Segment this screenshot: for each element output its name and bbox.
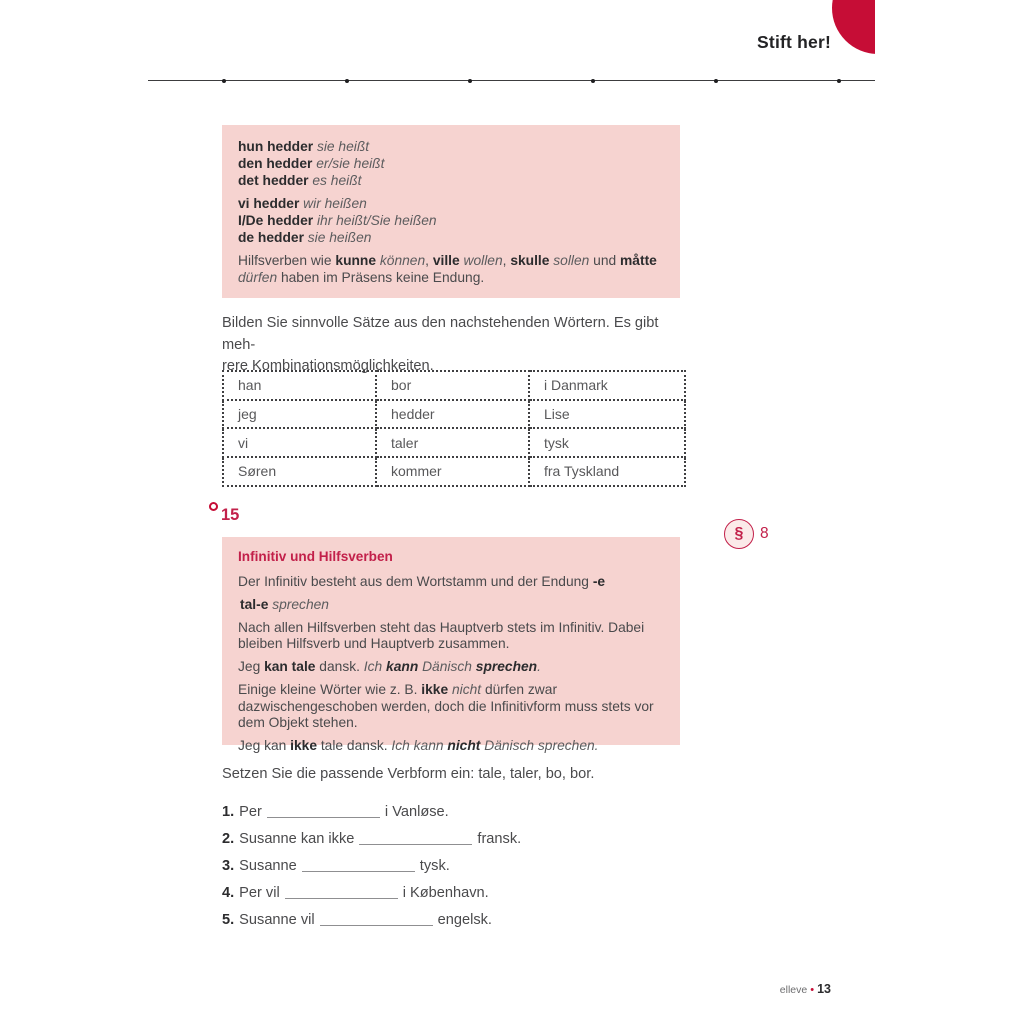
paragraph-section-icon: § (724, 519, 754, 549)
conjugation-row: det hedder es heißt (238, 173, 362, 188)
sentence-exercise-instruction (222, 313, 688, 378)
item-number: 1. (222, 804, 235, 820)
item-text-after: engelsk. (437, 912, 492, 928)
fill-exercise-item (222, 858, 702, 885)
answer-blank-line (320, 914, 433, 926)
fill-exercise-item (222, 885, 702, 912)
item-text-after: fransk. (477, 831, 522, 847)
grammar-line: Jeg kan tale dansk. Ich kann Dänisch sprechen. (238, 659, 541, 674)
table-cell: Søren (223, 457, 376, 486)
auxiliary-verbs-note: Hilfsverben wie kunne können, ville wollen, skulle sollen und måtte dürfen haben im Präsens keine Endung. (238, 253, 657, 285)
item-number: 3. (222, 858, 235, 874)
grammar-box-hedder (222, 125, 680, 298)
grammar-box-infinitiv (222, 537, 680, 753)
table-cell: fra Tyskland (529, 457, 685, 486)
item-number: 5. (222, 912, 235, 928)
exercise-number: 15 (221, 506, 240, 524)
answer-blank-line (359, 833, 472, 845)
table-cell: Lise (529, 400, 685, 429)
fill-exercise-item (222, 912, 702, 939)
conjugation-group-singular (238, 138, 664, 189)
grammar-box-title: Infinitiv und Hilfsverben (238, 549, 393, 564)
ruler-dot (837, 79, 841, 83)
conjugation-group-plural (238, 195, 664, 246)
table-row (223, 428, 685, 457)
item-text-before: Per (239, 804, 262, 820)
grammar-line: Der Infinitiv besteht aus dem Wortstamm und der Endung -e (238, 573, 606, 589)
ruler-dot (222, 79, 226, 83)
table-cell: bor (376, 371, 529, 400)
exercise-bullet-icon (209, 502, 218, 511)
word-combination-table (222, 370, 686, 487)
ruler-dot (714, 79, 718, 83)
page-footer (780, 982, 831, 996)
fill-exercise-instruction: Setzen Sie die passende Verbform ein: tale, taler, bo, bor. (222, 766, 595, 782)
table-cell: jeg (223, 400, 376, 429)
header-ruler (148, 80, 875, 81)
item-text-before: Susanne vil (239, 912, 315, 928)
fill-exercise-item (222, 804, 702, 831)
item-number: 2. (222, 831, 235, 847)
conjugation-row: hun hedder sie heißt (238, 139, 370, 154)
page-title: Stift her! (757, 32, 831, 52)
grammar-line: tal-e sprechen (240, 596, 329, 612)
conjugation-row: de hedder sie heißen (238, 230, 372, 245)
table-row (223, 400, 685, 429)
item-text-before: Per vil (239, 885, 280, 901)
fill-exercise-item (222, 831, 702, 858)
conjugation-row: den hedder er/sie heißt (238, 156, 385, 171)
corner-circle-decoration (832, 0, 875, 54)
table-cell: han (223, 371, 376, 400)
item-number: 4. (222, 885, 235, 901)
ruler-dot (591, 79, 595, 83)
table-cell: hedder (376, 400, 529, 429)
grammar-line: Jeg kan ikke tale dansk. Ich kann nicht Dänisch sprechen. (238, 738, 599, 753)
footer-word: elleve (779, 984, 808, 996)
paragraph-section-number: 8 (760, 525, 769, 542)
instruction-line: Bilden Sie sinnvolle Sätze aus den nachstehenden Wörtern. Es gibt meh- (222, 315, 659, 353)
page-number: 13 (817, 982, 831, 996)
item-text-after: tysk. (419, 858, 450, 874)
item-text-after: i Vanløse. (384, 804, 449, 820)
ruler-dot (345, 79, 349, 83)
answer-blank-line (302, 860, 415, 872)
grammar-line: Einige kleine Wörter wie z. B. ikke nicht dürfen zwar dazwischengeschoben werden, doch die Infinitivform muss stets vor dem Objekt stehen. (238, 682, 654, 730)
table-row (223, 457, 685, 486)
conjugation-row: I/De hedder ihr heißt/Sie heißen (238, 213, 437, 228)
grammar-line: Nach allen Hilfsverben steht das Hauptverb stets im Infinitiv. Dabei bleiben Hilfsverb und Hauptverb zusammen. (238, 619, 645, 651)
answer-blank-line (285, 887, 398, 899)
answer-blank-line (267, 806, 380, 818)
conjugation-row: vi hedder wir heißen (238, 196, 367, 211)
ruler-dot (468, 79, 472, 83)
table-row (223, 371, 685, 400)
item-text-before: Susanne kan ikke (239, 831, 355, 847)
footer-bullet-icon: • (810, 984, 815, 996)
table-cell: taler (376, 428, 529, 457)
fill-exercise-list (222, 804, 702, 939)
table-cell: vi (223, 428, 376, 457)
item-text-before: Susanne (239, 858, 297, 874)
table-cell: tysk (529, 428, 685, 457)
table-cell: i Danmark (529, 371, 685, 400)
instruction-line: rere Kombinationsmöglichkeiten. (222, 358, 434, 374)
item-text-after: i København. (402, 885, 489, 901)
table-cell: kommer (376, 457, 529, 486)
